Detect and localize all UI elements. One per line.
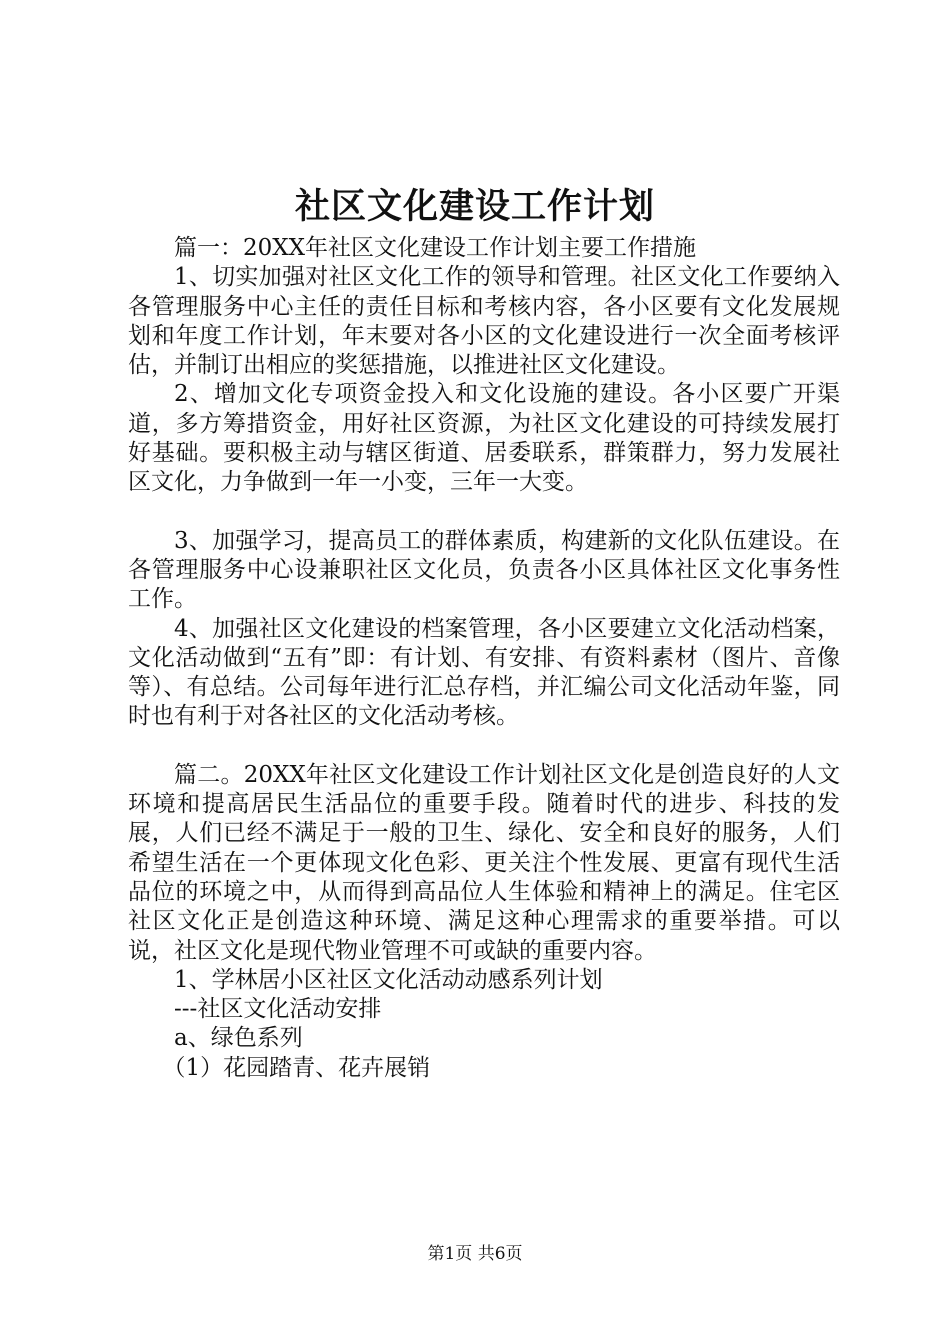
paragraph-measure-4: 4、加强社区文化建设的档案管理，各小区要建立文化活动档案，文化活动做到“五有”即：有计划、有安排、有资料素材（图片、音像等）、有总结。公司每年进行汇总存档，并汇编公司文化活动年鉴，同时也有利于对各社区的文化活动考核。: [128, 615, 840, 730]
paragraph-section-two: 篇二。20XX年社区文化建设工作计划社区文化是创造良好的人文环境和提高居民生活品位的重要手段。随着时代的进步、科技的发展，人们已经不满足于一般的卫生、绿化、安全和良好的服务，人们希望生活在一个更体现文化色彩、更关注个性发展、更富有现代生活品位的环境之中，从而得到高品位人生体验和精神上的满足。住宅区社区文化正是创造这种环境、满足这种心理需求的重要举措。可以说，社区文化是现代物业管理不可或缺的重要内容。: [128, 761, 840, 964]
document-title: 社区文化建设工作计划: [294, 186, 655, 227]
paragraph-section-one-heading: 篇一：20XX年社区文化建设工作计划主要工作措施: [174, 235, 697, 261]
paragraph-activity-arrangement: ---社区文化活动安排: [174, 996, 382, 1023]
paragraph-plan-heading: 1、学林居小区社区文化活动动感系列计划: [174, 966, 603, 993]
paragraph-measure-1: 1、切实加强对社区文化工作的领导和管理。社区文化工作要纳入各管理服务中心主任的责任目标和考核内容，各小区要有文化发展规划和年度工作计划，年末要对各小区的文化建设进行一次全面考核评估，并制订出相应的奖惩措施，以推进社区文化建设。: [128, 264, 840, 379]
paragraph-garden-item: （1）花园踏青、花卉展销: [162, 1054, 431, 1081]
paragraph-measure-3: 3、加强学习，提高员工的群体素质，构建新的文化队伍建设。在各管理服务中心设兼职社区文化员，负责各小区具体社区文化事务性工作。: [128, 527, 840, 613]
page-footer: 第1页 共6页: [427, 1244, 523, 1264]
paragraph-green-series: a、绿色系列: [174, 1025, 303, 1052]
document-body: [128, 234, 840, 1083]
paragraph-measure-2: 2、增加文化专项资金投入和文化设施的建设。各小区要广开渠道，多方筹措资金，用好社区资源，为社区文化建设的可持续发展打好基础。要积极主动与辖区街道、居委联系，群策群力，努力发展社区文化，力争做到一年一小变，三年一大变。: [128, 381, 840, 496]
